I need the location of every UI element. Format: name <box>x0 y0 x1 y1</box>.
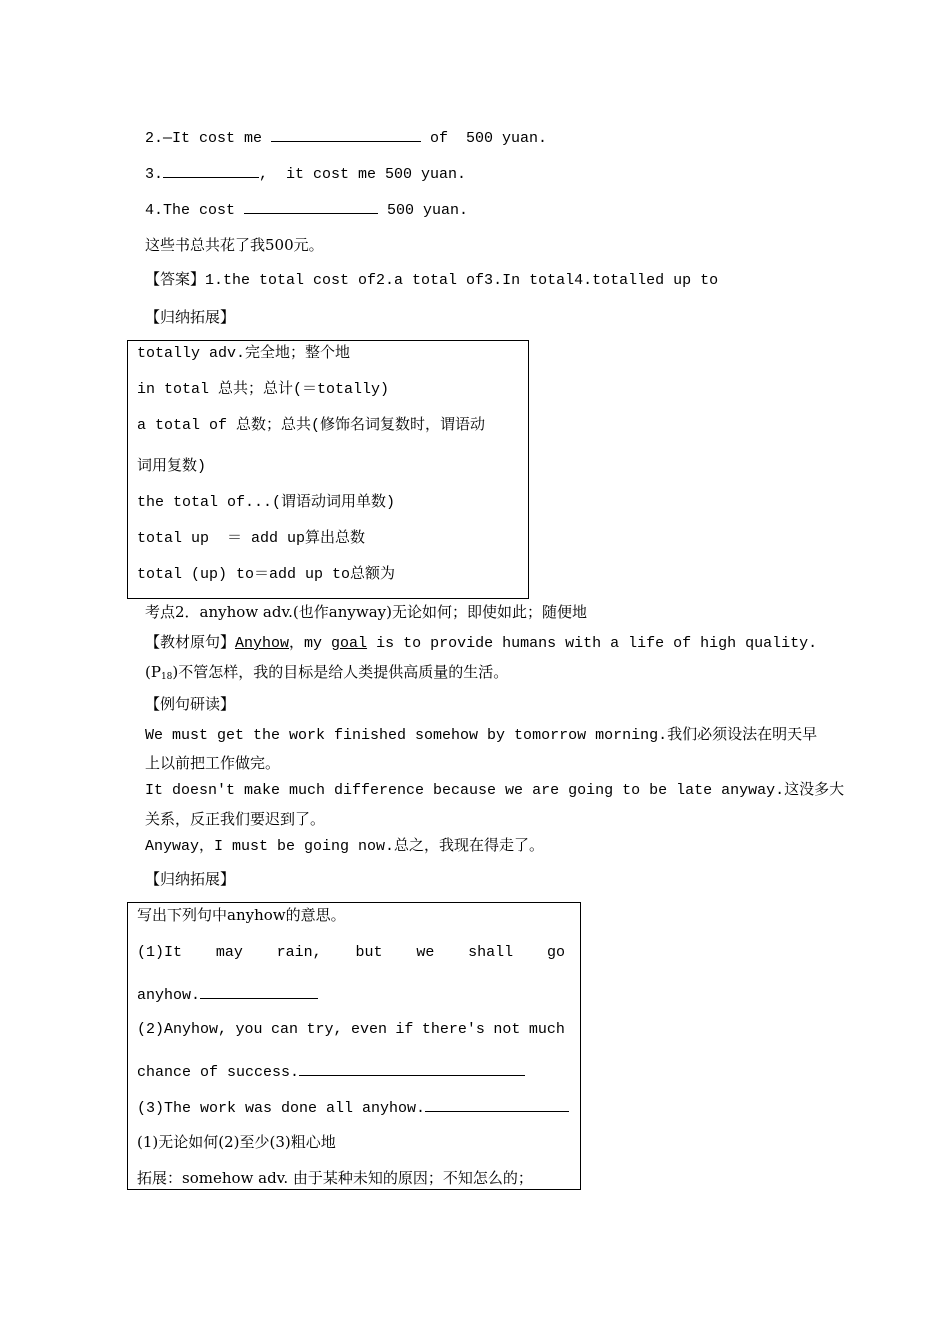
sentence-1: (1)It may rain, but we shall go <box>137 944 565 961</box>
answers-line: (1)无论如何(2)至少(3)粗心地 <box>137 1133 336 1151</box>
summary-row: total (up) to＝add up to总额为 <box>137 566 396 583</box>
summary-row: in total 总共；总计(＝totally) <box>137 381 390 398</box>
textbook-sentence: 【教材原句】Anyhow，my goal is to provide humans with a life of high quality. <box>145 635 818 652</box>
point-title: 考点2．anyhow adv.(也作anyway)无论如何；即使如此；随便地 <box>145 603 587 621</box>
sentence-2: (2)Anyhow, you can try, even if there's not much <box>137 1021 565 1038</box>
example-line: 上以前把工作做完。 <box>145 754 281 772</box>
exercise-box <box>127 902 581 1190</box>
examples-heading: 【例句研读】 <box>145 695 236 713</box>
answer-blank[interactable] <box>271 127 421 142</box>
extension-line: 拓展：somehow adv. 由于某种未知的原因；不知怎么的； <box>137 1169 533 1187</box>
answer-blank[interactable] <box>163 163 259 178</box>
exercise-q4: 4.The cost 500 yuan. <box>145 199 468 221</box>
example-line: Anyway，I must be going now.总之，我现在得走了。 <box>145 838 545 855</box>
sentence-1-end: anyhow. <box>137 984 318 1006</box>
textbook-translation: $(P_{18})$不管怎样，我的目标是给人类提供高质量的生活。 <box>145 663 509 682</box>
summary-heading: 【归纳拓展】 <box>145 308 236 326</box>
answer-blank[interactable] <box>244 199 378 214</box>
instruction: 写出下列句中anyhow的意思。 <box>137 906 346 924</box>
summary-row: the total of...(谓语动词用单数) <box>137 494 396 511</box>
summary-row: totally adv.完全地；整个地 <box>137 345 351 362</box>
sentence-2-end: chance of success. <box>137 1061 525 1083</box>
exercise-translation: 这些书总共花了我500元。 <box>145 236 324 254</box>
answer-blank[interactable] <box>200 984 318 999</box>
summary-box <box>127 340 529 599</box>
example-line: We must get the work finished somehow by tomorrow morning.我们必须设法在明天早 <box>145 727 818 744</box>
exercise-q3: 3. , it cost me 500 yuan. <box>145 163 466 185</box>
summary-row: total up ＝ add up算出总数 <box>137 530 366 547</box>
summary-row: 词用复数) <box>137 458 207 475</box>
answer-blank[interactable] <box>425 1097 569 1112</box>
exercise-q2: 2.—It cost me of 500 yuan. <box>145 127 547 149</box>
sentence-3: (3)The work was done all anyhow. <box>137 1097 569 1119</box>
example-line: 关系，反正我们要迟到了。 <box>145 810 326 828</box>
summary-row: a total of 总数；总共(修饰名词复数时，谓语动 <box>137 417 486 434</box>
summary-heading: 【归纳拓展】 <box>145 870 236 888</box>
example-line: It doesn't make much difference because we are going to be late anyway.这没多大 <box>145 782 845 799</box>
answer-blank[interactable] <box>299 1061 525 1076</box>
answer-line: 【答案】1.the total cost of2.a total of3.In total4.totalled up to <box>145 272 719 289</box>
